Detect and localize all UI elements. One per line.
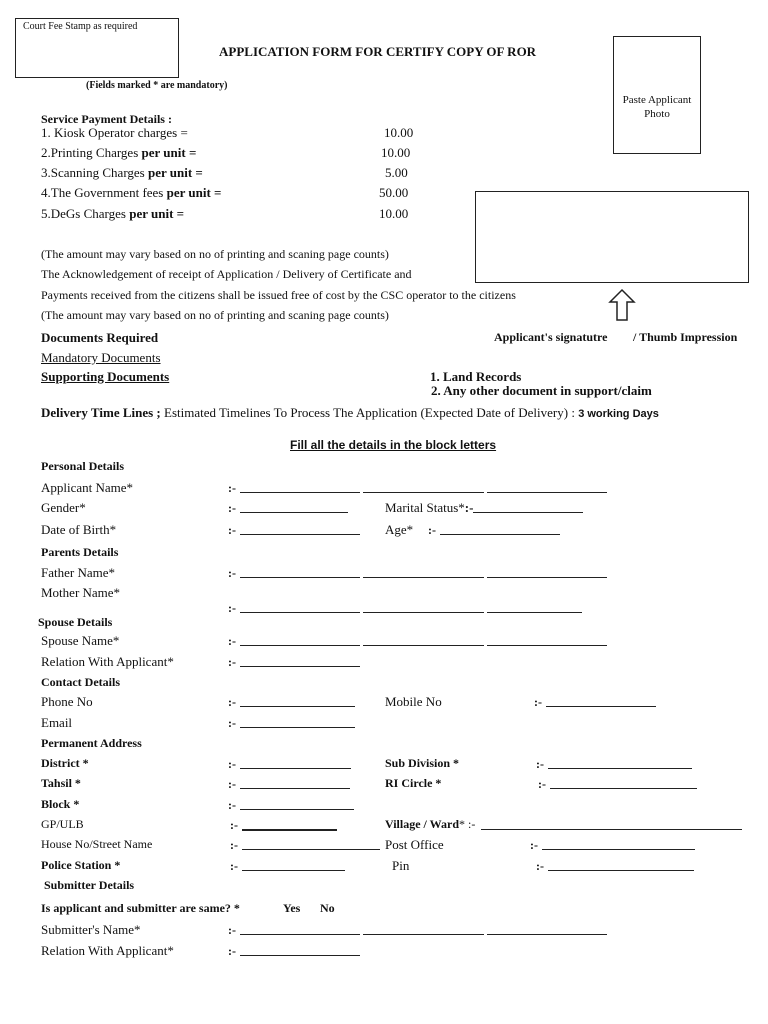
personal-details-heading: Personal Details: [41, 459, 124, 473]
photo-label-line2: Photo: [644, 108, 670, 120]
police-station-label: Police Station *: [41, 858, 121, 872]
age-label: Age*: [385, 522, 414, 537]
separator: :-: [230, 859, 238, 873]
document-item-land-records: 1. Land Records: [430, 369, 522, 384]
mother-name-field-2[interactable]: [363, 612, 484, 613]
spouse-name-field-3[interactable]: [487, 645, 607, 646]
separator: :-: [228, 601, 236, 615]
parents-details-heading: Parents Details: [41, 545, 119, 559]
applicant-name-label: Applicant Name*: [41, 480, 134, 495]
submitter-name-field-2[interactable]: [363, 934, 484, 935]
marital-status-label: Marital Status*:-: [385, 500, 474, 515]
spouse-details-heading: Spouse Details: [38, 615, 113, 629]
dob-label: Date of Birth*: [41, 522, 117, 537]
father-name-field-3[interactable]: [487, 577, 607, 578]
fill-instruction: Fill all the details in the block letters: [290, 438, 497, 452]
separator: :-: [428, 523, 436, 537]
block-label: Block *: [41, 797, 80, 811]
marital-status-field[interactable]: [473, 512, 583, 513]
father-name-field-2[interactable]: [363, 577, 484, 578]
separator: :-: [228, 716, 236, 730]
ri-circle-field[interactable]: [550, 788, 697, 789]
payment-item-value: 10.00: [381, 145, 411, 160]
village-ward-label: Village / Ward* :-: [385, 817, 476, 831]
contact-details-heading: Contact Details: [41, 675, 120, 689]
separator: :-: [228, 798, 236, 812]
applicant-photo-box[interactable]: [613, 36, 701, 154]
house-street-field[interactable]: [242, 849, 380, 850]
post-office-field[interactable]: [542, 849, 695, 850]
separator: :-: [538, 777, 546, 791]
gender-label: Gender*: [41, 500, 86, 515]
sub-division-field[interactable]: [548, 768, 692, 769]
separator: :-: [228, 944, 236, 958]
arrow-up-icon: [608, 288, 636, 322]
separator: :-: [230, 818, 238, 832]
note-line-4: (The amount may vary based on no of printing and scaning page counts): [41, 308, 389, 322]
spouse-relation-label: Relation With Applicant*: [41, 654, 174, 669]
ri-circle-label: RI Circle *: [385, 776, 442, 790]
form-title: APPLICATION FORM FOR CERTIFY COPY OF ROR: [219, 44, 537, 59]
separator: :-: [228, 923, 236, 937]
separator: :-: [534, 695, 542, 709]
gp-ulb-field[interactable]: [242, 829, 337, 831]
post-office-label: Post Office: [385, 837, 444, 852]
separator: :-: [228, 777, 236, 791]
delivery-timelines: Delivery Time Lines ; Estimated Timelines To Process The Application (Expected Date of Delivery) : 3 working Days: [41, 405, 659, 420]
email-label: Email: [41, 715, 73, 730]
payment-item-label: 4.The Government fees per unit =: [41, 185, 222, 200]
separator: :-: [228, 655, 236, 669]
signature-label: Applicant's signatutre: [494, 330, 608, 344]
district-label: District *: [41, 756, 89, 770]
spouse-name-field-1[interactable]: [240, 645, 360, 646]
house-street-label: House No/Street Name: [41, 837, 153, 851]
note-line-1: (The amount may vary based on no of printing and scaning page counts): [41, 247, 389, 261]
payment-item-value: 10.00: [384, 125, 414, 140]
police-station-field[interactable]: [242, 870, 345, 871]
phone-label: Phone No: [41, 694, 93, 709]
tahsil-field[interactable]: [240, 788, 350, 789]
supporting-documents-link[interactable]: Supporting Documents: [41, 369, 170, 384]
applicant-name-field-3[interactable]: [487, 492, 607, 493]
block-field[interactable]: [240, 809, 354, 810]
submitter-name-field-1[interactable]: [240, 934, 360, 935]
submitter-name-field-3[interactable]: [487, 934, 607, 935]
same-submitter-question: Is applicant and submitter are same? *: [41, 901, 240, 915]
payment-item-label: 1. Kiosk Operator charges =: [41, 125, 188, 140]
note-line-3: Payments received from the citizens shall be issued free of cost by the CSC operator to the citizens: [41, 288, 516, 302]
same-submitter-no[interactable]: No: [320, 901, 335, 915]
village-ward-field[interactable]: [481, 829, 742, 830]
separator: :-: [228, 523, 236, 537]
submitter-relation-field[interactable]: [240, 955, 360, 956]
sub-division-label: Sub Division *: [385, 756, 460, 770]
applicant-name-field-1[interactable]: [240, 492, 360, 493]
separator: :-: [228, 695, 236, 709]
payment-item-label: 5.DeGs Charges per unit =: [41, 206, 185, 221]
mandatory-note: (Fields marked * are mandatory): [86, 80, 228, 91]
mobile-label: Mobile No: [385, 694, 442, 709]
thumb-impression-label: / Thumb Impression: [633, 330, 738, 344]
father-name-label: Father Name*: [41, 565, 116, 580]
tahsil-label: Tahsil *: [41, 776, 81, 790]
court-fee-stamp-box: [15, 18, 179, 78]
document-item-other: 2. Any other document in support/claim: [431, 383, 652, 398]
dob-field[interactable]: [240, 534, 360, 535]
payment-item-value: 10.00: [379, 206, 409, 221]
submitter-relation-label: Relation With Applicant*: [41, 943, 174, 958]
applicant-name-field-2[interactable]: [363, 492, 484, 493]
submitter-name-label: Submitter's Name*: [41, 922, 141, 937]
payment-item-value: 50.00: [379, 185, 409, 200]
separator: :-: [536, 757, 544, 771]
signature-box[interactable]: [475, 191, 749, 283]
spouse-name-label: Spouse Name*: [41, 633, 120, 648]
district-field[interactable]: [240, 768, 351, 769]
separator: :-: [228, 757, 236, 771]
separator: :-: [536, 859, 544, 873]
gp-ulb-label: GP/ULB: [41, 817, 84, 831]
spouse-relation-field[interactable]: [240, 666, 360, 667]
same-submitter-yes[interactable]: Yes: [283, 901, 301, 915]
payment-item-label: 3.Scanning Charges per unit =: [41, 165, 203, 180]
phone-field[interactable]: [240, 706, 355, 707]
photo-label-line1: Paste Applicant: [622, 94, 692, 106]
age-field[interactable]: [440, 534, 560, 535]
note-line-2: The Acknowledgement of receipt of Application / Delivery of Certificate and: [41, 267, 412, 281]
submitter-details-heading: Submitter Details: [44, 878, 135, 892]
payment-item-label: 2.Printing Charges per unit =: [41, 145, 197, 160]
father-name-field-1[interactable]: [240, 577, 360, 578]
documents-heading: Documents Required: [41, 330, 159, 345]
separator: :-: [228, 501, 236, 515]
pin-field[interactable]: [548, 870, 694, 871]
separator: :-: [230, 838, 238, 852]
spouse-name-field-2[interactable]: [363, 645, 484, 646]
mother-name-field-1[interactable]: [240, 612, 360, 613]
separator: :-: [228, 566, 236, 580]
separator: :-: [228, 634, 236, 648]
separator: :-: [228, 481, 236, 495]
email-field[interactable]: [240, 727, 355, 728]
separator: :-: [530, 838, 538, 852]
pin-label: Pin: [392, 858, 410, 873]
mother-name-field-3[interactable]: [487, 612, 582, 613]
gender-field[interactable]: [240, 512, 348, 513]
permanent-address-heading: Permanent Address: [41, 736, 142, 750]
service-payment-heading: Service Payment Details :: [41, 112, 172, 126]
court-fee-stamp-label: Court Fee Stamp as required: [23, 21, 138, 32]
mandatory-documents-link[interactable]: Mandatory Documents: [41, 350, 161, 365]
payment-item-value: 5.00: [385, 165, 408, 180]
mobile-field[interactable]: [546, 706, 656, 707]
mother-name-label: Mother Name*: [41, 585, 121, 600]
